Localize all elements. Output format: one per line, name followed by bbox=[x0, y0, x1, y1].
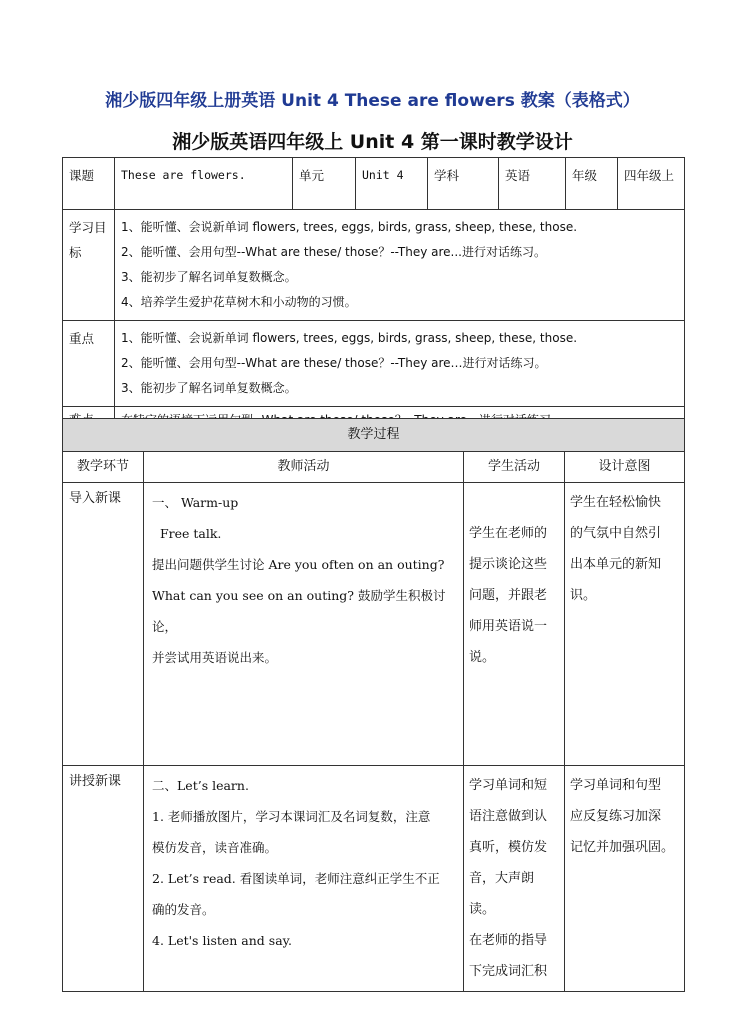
teacher-activity bbox=[144, 766, 464, 992]
teacher-line: 确的发音。 bbox=[152, 902, 215, 917]
table-row bbox=[63, 766, 685, 992]
teacher-line: 并尝试用英语说出来。 bbox=[152, 650, 278, 665]
student-line bbox=[469, 487, 559, 518]
intent-line: 学生在轻松愉快 bbox=[570, 495, 662, 510]
subject-value: 英语 bbox=[499, 158, 566, 210]
teacher-line: 提出问题供学生讨论 Are you often on an outing? bbox=[152, 557, 445, 572]
student-line: 学习单词和短 bbox=[469, 778, 548, 793]
teacher-line: 2. Let’s read. 看图读单词，老师注意纠正学生不正 bbox=[152, 871, 440, 886]
section-title: 教学过程 bbox=[63, 419, 685, 452]
subject-label: 学科 bbox=[428, 158, 499, 210]
intent-line: 的气氛中自然引 bbox=[570, 526, 662, 541]
student-line: 在老师的指导 bbox=[469, 933, 548, 948]
student-line: 语注意做到认 bbox=[469, 809, 548, 824]
objective-line: 2、能听懂、会用句型--What are these/ those？--They are...进行对话练习。 bbox=[121, 245, 546, 259]
teacher-activity bbox=[144, 483, 464, 766]
teacher-line: 模仿发音，读音准确。 bbox=[152, 840, 278, 855]
teacher-line: Free talk. bbox=[152, 526, 222, 541]
stage-label: 讲授新课 bbox=[63, 766, 144, 992]
topic-label: 课题 bbox=[63, 158, 115, 210]
header-intent: 设计意图 bbox=[565, 452, 685, 483]
key-points-content bbox=[115, 321, 685, 407]
intent-line: 识。 bbox=[570, 588, 597, 603]
lesson-info-table bbox=[62, 157, 685, 435]
stage-label: 导入新课 bbox=[63, 483, 144, 766]
key-point-line: 2、能听懂、会用句型--What are these/ those？--They are…进行对话练习。 bbox=[121, 356, 547, 370]
key-point-line: 3、能初步了解名词单复数概念。 bbox=[121, 381, 297, 395]
student-line: 学生在老师的 bbox=[469, 526, 548, 541]
table-row bbox=[63, 483, 685, 766]
teacher-line: 二、Let’s learn. bbox=[152, 778, 249, 793]
student-activity bbox=[464, 766, 565, 992]
key-point-line: 1、能听懂、会说新单词 flowers, trees, eggs, birds, grass, sheep, these, those. bbox=[121, 331, 578, 345]
key-points-label: 重点 bbox=[63, 321, 115, 407]
student-line: 师用英语说一 bbox=[469, 619, 548, 634]
objective-line: 4、培养学生爱护花草树木和小动物的习惯。 bbox=[121, 295, 357, 309]
document-subtitle: 湘少版英语四年级上 Unit 4 第一课时教学设计 bbox=[172, 131, 573, 153]
topic-value: These are flowers. bbox=[115, 158, 293, 210]
grade-label: 年级 bbox=[566, 158, 618, 210]
student-line: 音，大声朗读。 bbox=[469, 871, 535, 917]
header-teacher: 教师活动 bbox=[144, 452, 464, 483]
intent-line: 出本单元的新知 bbox=[570, 557, 662, 572]
objective-line: 1、能听懂、会说新单词 flowers, trees, eggs, birds, grass, sheep, these, those. bbox=[121, 220, 578, 234]
intent-line: 记忆并加强巩固。 bbox=[570, 840, 675, 855]
objectives-content bbox=[115, 210, 685, 321]
design-intent bbox=[565, 766, 685, 992]
header-student: 学生活动 bbox=[464, 452, 565, 483]
student-line: 提示谈论这些 bbox=[469, 557, 548, 572]
grade-value: 四年级上 bbox=[618, 158, 685, 210]
student-line: 问题，并跟老 bbox=[469, 588, 548, 603]
objective-line: 3、能初步了解名词单复数概念。 bbox=[121, 270, 297, 284]
teacher-line: 一、 Warm-up bbox=[152, 495, 239, 510]
student-line: 说。 bbox=[469, 650, 496, 665]
student-activity bbox=[464, 483, 565, 766]
teacher-line: 4. Let's listen and say. bbox=[152, 933, 293, 948]
design-intent bbox=[565, 483, 685, 766]
unit-label: 单元 bbox=[293, 158, 356, 210]
objectives-label: 学习目标 bbox=[63, 210, 115, 321]
unit-value: Unit 4 bbox=[356, 158, 428, 210]
intent-line: 应反复练习加深 bbox=[570, 809, 662, 824]
intent-line: 学习单词和句型 bbox=[570, 778, 662, 793]
teacher-line: 1. 老师播放图片，学习本课词汇及名词复数，注意 bbox=[152, 809, 431, 824]
teaching-process-table bbox=[62, 418, 685, 992]
document-title: 湘少版四年级上册英语 Unit 4 These are flowers 教案（表格式） bbox=[105, 91, 640, 111]
student-line: 下完成词汇积 bbox=[469, 964, 548, 979]
student-line: 真听，模仿发 bbox=[469, 840, 548, 855]
teacher-line: What can you see on an outing? 鼓励学生积极讨论， bbox=[152, 588, 446, 634]
header-stage: 教学环节 bbox=[63, 452, 144, 483]
